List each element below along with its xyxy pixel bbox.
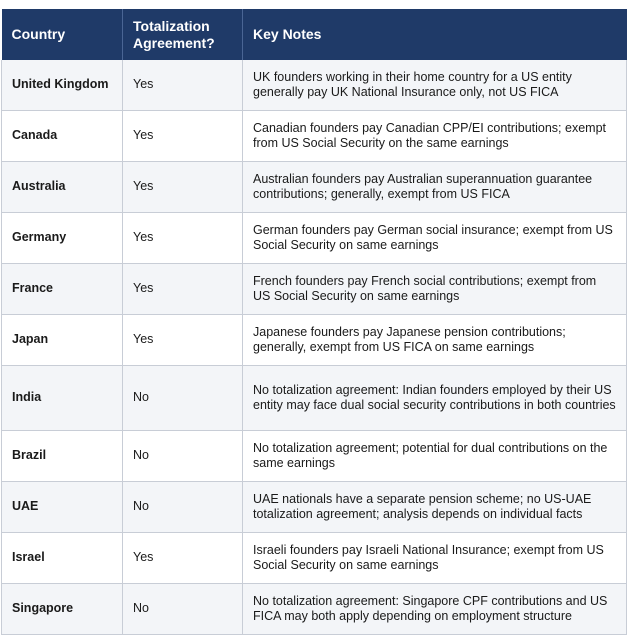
country-cell: United Kingdom — [2, 60, 123, 111]
header-country: Country — [2, 9, 123, 60]
totalization-table — [1, 9, 627, 635]
country-cell: UAE — [2, 482, 123, 533]
notes-cell: UK founders working in their home country for a US entity generally pay UK National Insurance only, not US FICA — [243, 60, 627, 111]
agreement-cell: Yes — [123, 162, 243, 213]
notes-cell: UAE nationals have a separate pension scheme; no US-UAE totalization agreement; analysis depends on individual facts — [243, 482, 627, 533]
table-row — [2, 162, 627, 213]
table-row — [2, 482, 627, 533]
table-header — [2, 9, 627, 60]
table-row — [2, 431, 627, 482]
notes-cell: Australian founders pay Australian superannuation guarantee contributions; generally, exempt from US FICA — [243, 162, 627, 213]
header-row — [2, 9, 627, 60]
notes-cell: German founders pay German social insurance; exempt from US Social Security on same earnings — [243, 213, 627, 264]
agreement-cell: No — [123, 482, 243, 533]
agreement-cell: No — [123, 431, 243, 482]
notes-cell: No totalization agreement; potential for dual contributions on the same earnings — [243, 431, 627, 482]
country-cell: Canada — [2, 111, 123, 162]
agreement-cell: No — [123, 584, 243, 635]
agreement-cell: Yes — [123, 264, 243, 315]
table-body — [2, 60, 627, 635]
notes-cell: No totalization agreement: Singapore CPF contributions and US FICA may both apply depending on employment structure — [243, 584, 627, 635]
notes-cell: Japanese founders pay Japanese pension contributions; generally, exempt from US FICA on same earnings — [243, 315, 627, 366]
notes-cell: French founders pay French social contributions; exempt from US Social Security on same earnings — [243, 264, 627, 315]
table-row — [2, 60, 627, 111]
country-cell: Australia — [2, 162, 123, 213]
agreement-cell: Yes — [123, 213, 243, 264]
agreement-cell: Yes — [123, 533, 243, 584]
agreement-cell: No — [123, 366, 243, 431]
country-cell: Japan — [2, 315, 123, 366]
notes-cell: No totalization agreement: Indian founders employed by their US entity may face dual social security contributions in both countries — [243, 366, 627, 431]
table-row — [2, 213, 627, 264]
country-cell: France — [2, 264, 123, 315]
country-cell: India — [2, 366, 123, 431]
table-row — [2, 111, 627, 162]
country-cell: Germany — [2, 213, 123, 264]
notes-cell: Israeli founders pay Israeli National Insurance; exempt from US Social Security on same earnings — [243, 533, 627, 584]
table-row — [2, 315, 627, 366]
agreement-cell: Yes — [123, 315, 243, 366]
country-cell: Singapore — [2, 584, 123, 635]
header-key-notes: Key Notes — [243, 9, 627, 60]
agreement-cell: Yes — [123, 111, 243, 162]
table-row — [2, 533, 627, 584]
table-row — [2, 264, 627, 315]
agreement-cell: Yes — [123, 60, 243, 111]
header-totalization-agreement: Totalization Agreement? — [123, 9, 243, 60]
country-cell: Israel — [2, 533, 123, 584]
table-row — [2, 584, 627, 635]
country-cell: Brazil — [2, 431, 123, 482]
totalization-table-container — [1, 9, 626, 635]
notes-cell: Canadian founders pay Canadian CPP/EI contributions; exempt from US Social Security on the same earnings — [243, 111, 627, 162]
table-row — [2, 366, 627, 431]
